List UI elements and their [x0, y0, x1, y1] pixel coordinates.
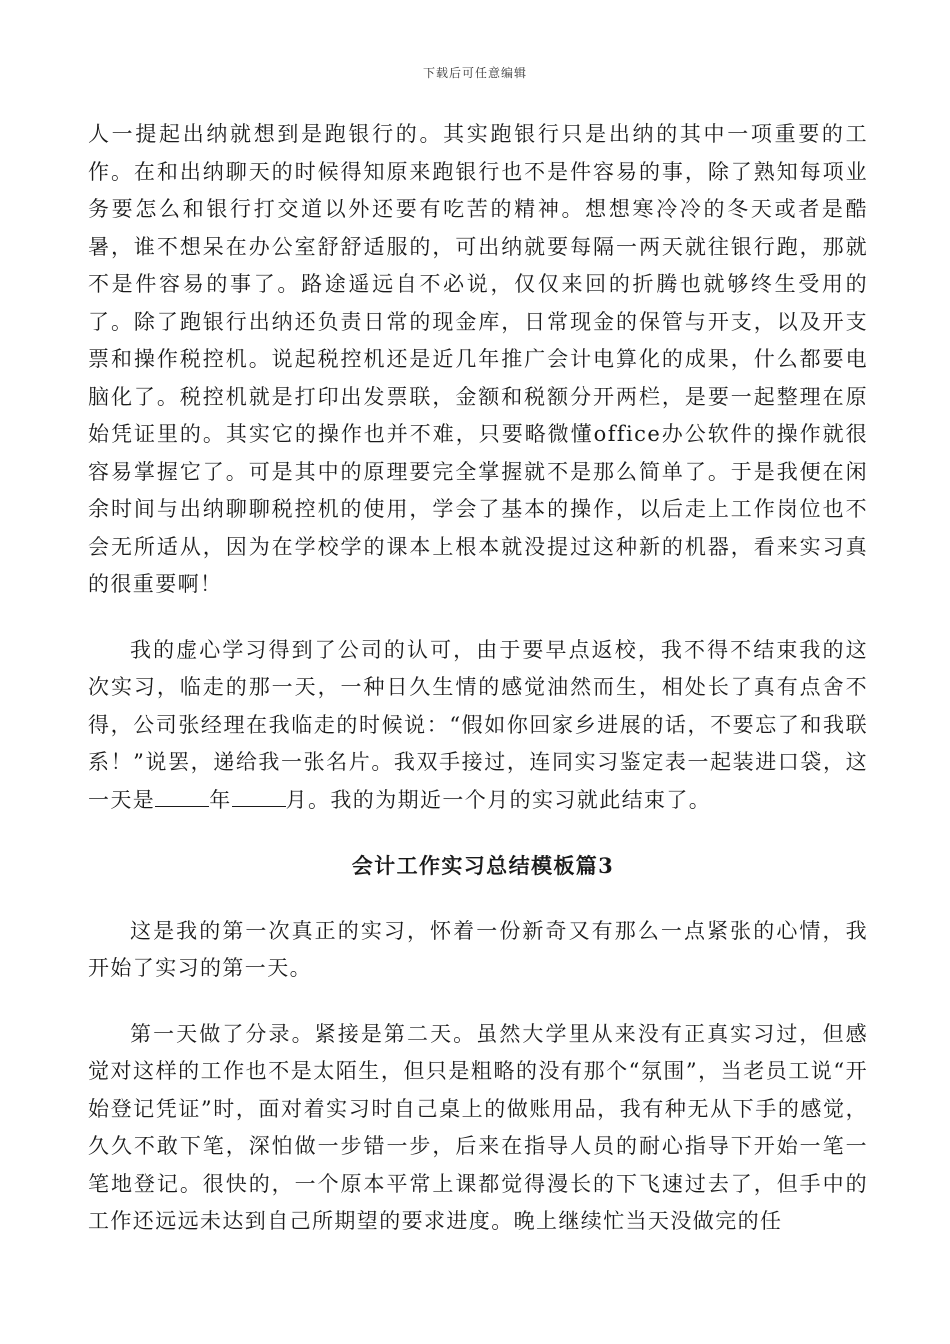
paragraph-farewell [88, 632, 868, 820]
paragraph-gap [88, 604, 868, 632]
document-body [88, 116, 868, 1241]
paragraph-first-internship: 这是我的第一次真正的实习，怀着一份新奇又有那么一点紧张的心情，我开始了实习的第一天。 [88, 918, 868, 980]
month-text: 月。我的为期近一个月的实习就此结束了。 [285, 787, 712, 812]
year-blank [155, 788, 209, 807]
paragraph-first-day: 第一天做了分录。紧接是第二天。虽然大学里从来没有正真实习过，但感觉对这样的工作也不是太陌生，但只是粗略的没有那个“氛围”，当老员工说“开始登记凭证”时，面对着实习时自己桌上的做账用品，我有种无从下手的感觉，久久不敢下笔，深怕做一步错一步，后来在指导人员的耐心指导下开始一笔一笔地登记。很快的，一个原本平常上课都觉得漫长的下飞速过去了，但手中的工作还远远未达到自己所期望的要求进度。晚上继续忙当天没做完的任 [88, 1021, 868, 1233]
farewell-text: 我的虚心学习得到了公司的认可，由于要早点返校，我不得不结束我的这次实习，临走的那一天，一种日久生情的感觉油然而生，相处长了真有点舍不得，公司张经理在我临走的时候说：“假如你回家乡进展的话，不要忘了和我联系！”说罢，递给我一张名片。我双手接过，连同实习鉴定表一起装进口袋，这一天是 [88, 637, 868, 812]
paragraph-cashier: 人一提起出纳就想到是跑银行的。其实跑银行只是出纳的其中一项重要的工作。在和出纳聊天的时候得知原来跑银行也不是件容易的事，除了熟知每项业务要怎么和银行打交道以外还要有吃苦的精神。想想寒冷冷的冬天或者是酷暑，谁不想呆在办公室舒舒适服的，可出纳就要每隔一两天就往银行跑，那就不是件容易的事了。路途遥远自不必说，仅仅来回的折腾也就够终生受用的了。除了跑银行出纳还负责日常的现金库，日常现金的保管与开支，以及开支票和操作税控机。说起税控机还是近几年推广会计电算化的成果，什么都要电脑化了。税控机就是打印出发票联，金额和税额分开两栏，是要一起整理在原始凭证里的。其实它的操作也并不难，只要略微懂office办公软件的操作就很容易掌握它了。可是其中的原理要完全掌握就不是那么简单了。于是我便在闲余时间与出纳聊聊税控机的使用，学会了基本的操作，以后走上工作岗位也不会无所适从，因为在学校学的课本上根本就没提过这种新的机器，看来实习真的很重要啊！ [88, 122, 868, 596]
year-label: 年 [209, 787, 232, 812]
paragraph-gap [88, 885, 868, 913]
paragraph-gap [88, 819, 868, 847]
page-header: 下载后可任意编辑 [422, 66, 527, 80]
month-blank [232, 788, 286, 807]
section-heading: 会计工作实习总结模板篇3 [351, 853, 615, 878]
paragraph-gap [88, 988, 868, 1016]
